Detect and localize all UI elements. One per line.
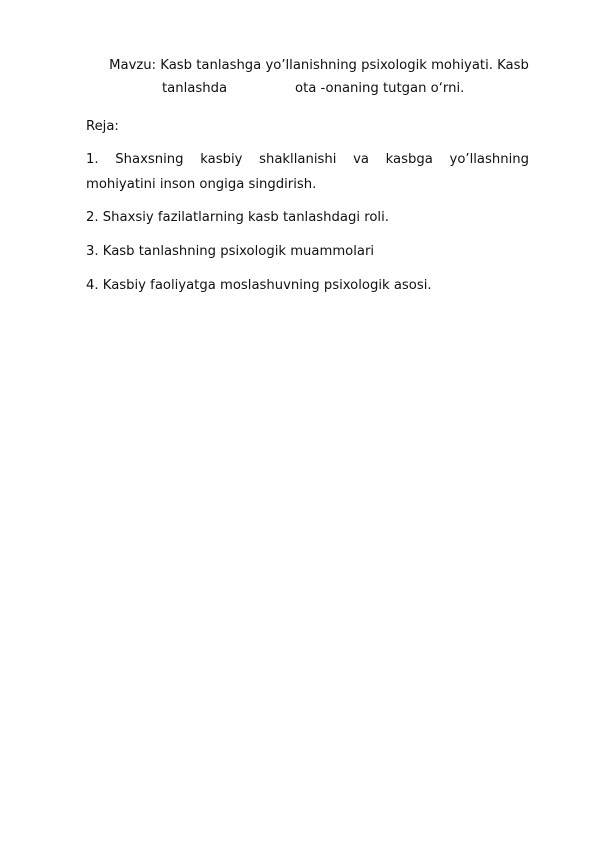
plan-item-1-line-2: mohiyatini inson ongiga singdirish. [86,177,317,192]
plan-item-3: 3. Kasb tanlashning psixologik muammolari [86,244,375,259]
plan-item-1-line-1: 1. Shaxsning kasbiy shakllanishi va kasbga yo’llashning [86,152,529,167]
plan-item-2: 2. Shaxsiy fazilatlarning kasb tanlashdagi roli. [86,210,389,225]
document-title-line-1: Mavzu: Kasb tanlashga yo’llanishning psixologik mohiyati. Kasb [109,58,529,73]
document-title-line-2-part-2: ota -onaning tutgan o‘rni. [295,81,465,96]
document-title-line-2-part-1: tanlashda [162,81,228,96]
plan-item-4: 4. Kasbiy faoliyatga moslashuvning psixologik asosi. [86,278,432,293]
plan-heading: Reja: [86,119,119,134]
